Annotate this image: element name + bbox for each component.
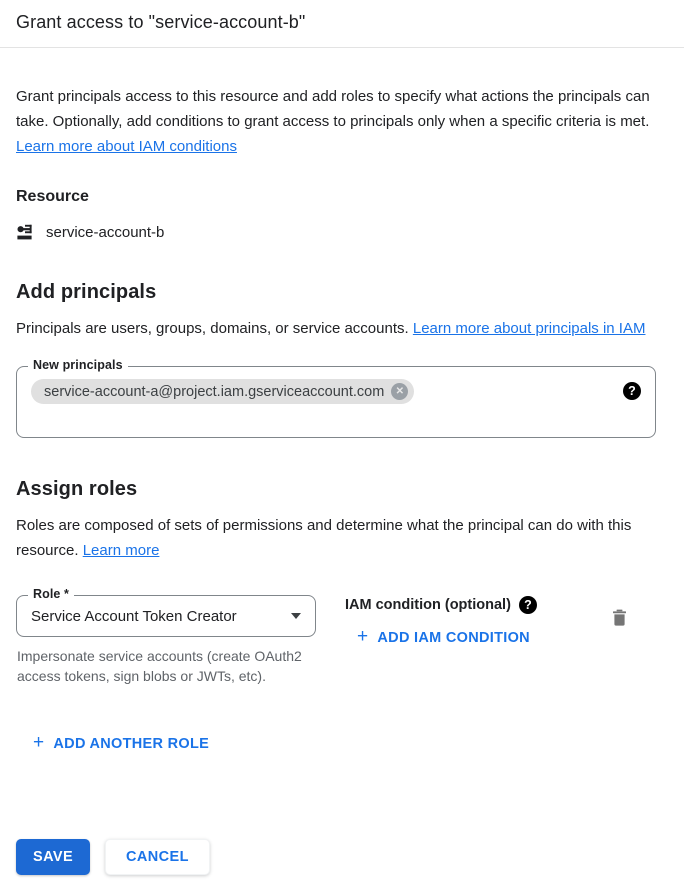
intro-text: Grant principals access to this resource and add roles to specify what actions the principals can take. Optionally, add conditions to grant access to principals only when a specific criteria is met.: [16, 88, 650, 130]
dialog-body: [0, 84, 684, 759]
roles-desc-text: Roles are composed of sets of permissions and determine what the principal can do with this resource.: [16, 517, 632, 559]
role-row: [16, 587, 668, 686]
service-account-icon: [16, 224, 37, 241]
iam-condition-help-icon[interactable]: ?: [519, 596, 537, 614]
iam-condition-label: IAM condition (optional): [345, 597, 511, 613]
new-principals-label: New principals: [28, 358, 128, 372]
resource-heading: Resource: [16, 188, 89, 205]
plus-icon: +: [357, 626, 369, 647]
principals-link[interactable]: Learn more about principals in IAM: [412, 320, 646, 337]
chip-remove-icon[interactable]: ✕: [391, 383, 408, 400]
iam-conditions-link[interactable]: Learn more about IAM conditions: [16, 138, 237, 155]
dialog-header: [0, 0, 684, 48]
intro-paragraph: [16, 84, 668, 159]
cancel-button[interactable]: CANCEL: [105, 839, 210, 875]
principal-chip[interactable]: [31, 379, 414, 404]
dialog-title: Grant access to "service-account-b": [16, 12, 306, 32]
trash-icon: [611, 607, 628, 627]
assign-roles-description: [16, 513, 668, 563]
principals-desc-text: Principals are users, groups, domains, or service accounts.: [16, 320, 409, 337]
assign-roles-heading: Assign roles: [16, 478, 138, 500]
delete-role-button[interactable]: [607, 603, 632, 631]
add-another-role-button[interactable]: [25, 728, 217, 759]
iam-condition-label-row: [345, 596, 538, 614]
save-button[interactable]: SAVE: [16, 839, 90, 875]
principal-chip-text: service-account-a@project.iam.gserviceaccount.com: [44, 383, 385, 400]
chevron-down-icon: [291, 613, 301, 619]
new-principals-field[interactable]: [16, 358, 656, 438]
resource-name: service-account-b: [46, 224, 165, 241]
iam-condition-column: [345, 595, 538, 653]
resource-row: [16, 224, 668, 241]
add-another-role-label: ADD ANOTHER ROLE: [53, 735, 210, 752]
role-select-label: Role *: [28, 587, 74, 601]
role-select-value: Service Account Token Creator: [31, 607, 237, 625]
plus-icon: +: [33, 732, 45, 753]
add-principals-description: [16, 316, 668, 341]
role-column: [16, 587, 316, 686]
add-iam-condition-label: ADD IAM CONDITION: [377, 629, 530, 646]
dialog-footer: [16, 839, 210, 875]
role-select[interactable]: [16, 587, 316, 637]
roles-learn-more-link[interactable]: Learn more: [82, 542, 160, 559]
role-help-text: Impersonate service accounts (create OAuth2 access tokens, sign blobs or JWTs, etc).: [17, 648, 302, 684]
add-principals-heading: Add principals: [16, 281, 157, 303]
add-iam-condition-button[interactable]: [349, 622, 538, 653]
principals-help-icon[interactable]: ?: [623, 382, 641, 400]
